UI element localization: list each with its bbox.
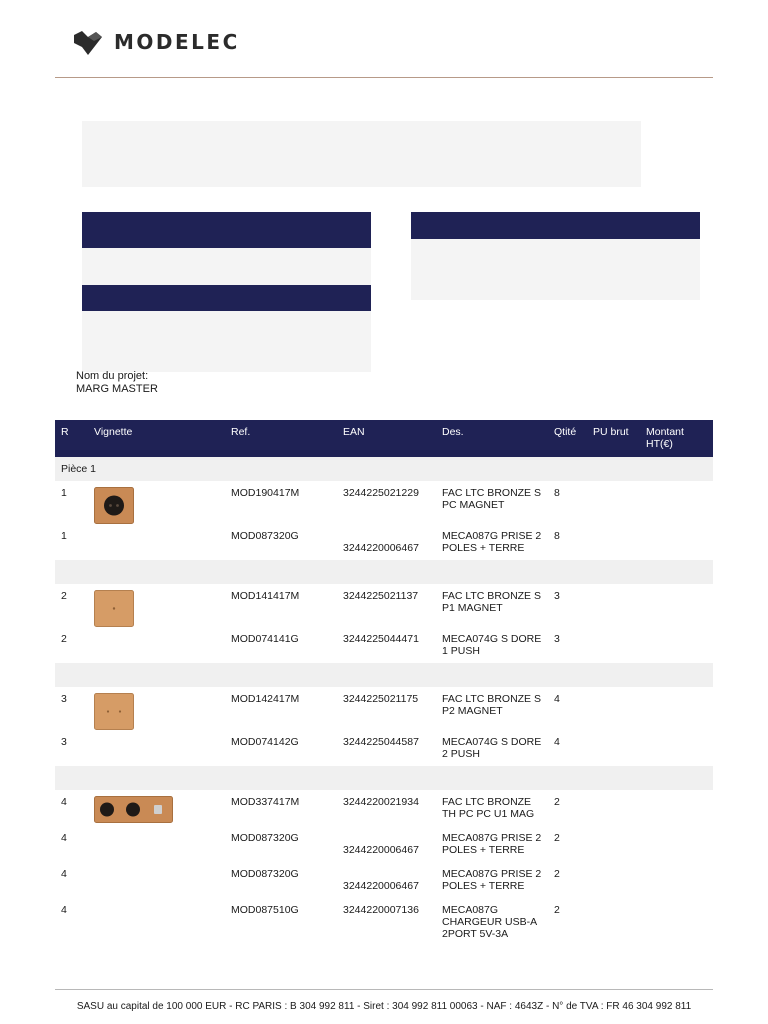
ean-cell: 3244220021934 [343,796,419,808]
socket-faceplate-thumbnail [94,487,134,524]
pu-brut-cell [587,790,640,826]
legal-footer: SASU au capital de 100 000 EUR - RC PARIS : B 304 992 811 - Siret : 304 992 811 00063 - NAF : 4643Z - N° de TVA : FR 46 304 992 811 [76,1001,692,1012]
col-header-des: Des. [436,420,548,457]
thumbnail-cell [88,627,225,663]
row-number: 4 [61,832,67,844]
pu-brut-cell [587,524,640,560]
pu-brut-cell [587,826,640,862]
ean-cell: 3244220007136 [343,904,419,916]
row-number: 2 [61,590,67,602]
pu-brut-cell [587,687,640,730]
ref-cell: MOD087320G [231,832,299,844]
modelec-logo-icon [74,29,102,55]
ean-cell: 3244225044587 [343,736,419,748]
pu-brut-cell [587,481,640,524]
thumbnail-cell [88,687,225,730]
thumbnail-cell [88,862,225,898]
single-push-faceplate-thumbnail [94,590,134,627]
pu-brut-cell [587,862,640,898]
ean-cell: 3244220006467 [343,844,419,856]
row-number: 3 [61,736,67,748]
qty-cell: 8 [554,487,560,499]
table-row [55,481,713,524]
thumbnail-cell [88,826,225,862]
col-header-vignette: Vignette [88,420,225,457]
project-name: MARG MASTER [76,383,158,395]
group-label: Pièce 1 [55,457,713,481]
montant-cell [640,862,713,898]
qty-cell: 2 [554,904,560,916]
ean-cell: 3244220006467 [343,542,419,554]
triple-faceplate-thumbnail [94,796,173,823]
group-separator-row [55,560,713,584]
pu-brut-cell [587,730,640,766]
group-separator-row [55,663,713,687]
ref-cell: MOD141417M [231,590,300,602]
right-panel-body [411,239,700,300]
qty-cell: 4 [554,736,560,748]
ean-cell: 3244225021175 [343,693,419,705]
row-number: 4 [61,796,67,808]
row-number: 4 [61,904,67,916]
row-number: 2 [61,633,67,645]
designation-cell: MECA087G PRISE 2 POLES + TERRE [442,832,542,856]
ref-cell: MOD074141G [231,633,299,645]
left-panel-header-1 [82,212,371,248]
thumbnail-cell [88,524,225,560]
thumbnail-cell [88,790,225,826]
table-row [55,627,713,663]
designation-cell: FAC LTC BRONZE S PC MAGNET [442,487,541,511]
project-label: Nom du projet: [76,370,149,382]
designation-cell: MECA087G CHARGEUR USB-A 2PORT 5V-3A [442,904,537,940]
col-header-ean: EAN [337,420,436,457]
pu-brut-cell [587,627,640,663]
group-separator-row [55,457,713,481]
designation-cell: MECA087G PRISE 2 POLES + TERRE [442,868,542,892]
table-row [55,790,713,826]
montant-cell [640,790,713,826]
items-table [55,420,713,940]
ean-cell: 3244225021137 [343,590,419,602]
ref-cell: MOD087320G [231,868,299,880]
qty-cell: 2 [554,832,560,844]
qty-cell: 3 [554,633,560,645]
montant-cell [640,524,713,560]
ref-cell: MOD337417M [231,796,300,808]
montant-cell [640,898,713,940]
row-number: 4 [61,868,67,880]
pu-brut-cell [587,898,640,940]
pu-brut-cell [587,584,640,627]
col-header-qty: Qtité [548,420,587,457]
montant-cell [640,627,713,663]
montant-cell [640,730,713,766]
thumbnail-cell [88,584,225,627]
left-panel-body-1 [82,248,371,285]
table-row [55,898,713,940]
designation-cell: FAC LTC BRONZE TH PC PC U1 MAG [442,796,535,820]
table-header-row [55,420,713,457]
montant-cell [640,481,713,524]
row-number: 1 [61,487,67,499]
thumbnail-cell [88,481,225,524]
double-push-faceplate-thumbnail [94,693,134,730]
modelec-logo [74,29,240,55]
col-header-r: R [55,420,88,457]
ean-cell: 3244225021229 [343,487,419,499]
thumbnail-cell [88,898,225,940]
left-panel-header-2 [82,285,371,311]
group-separator-row [55,766,713,790]
row-number: 1 [61,530,67,542]
table-row [55,730,713,766]
montant-cell [640,584,713,627]
right-panel-header [411,212,700,239]
ref-cell: MOD190417M [231,487,300,499]
qty-cell: 3 [554,590,560,602]
table-row [55,826,713,862]
montant-cell [640,826,713,862]
designation-cell: MECA074G S DORE 2 PUSH [442,736,542,760]
qty-cell: 2 [554,796,560,808]
qty-cell: 8 [554,530,560,542]
col-header-pu-brut: PU brut [587,420,640,457]
montant-cell [640,687,713,730]
left-panel-body-2 [82,311,371,372]
designation-cell: FAC LTC BRONZE S P2 MAGNET [442,693,541,717]
table-row [55,524,713,560]
ean-cell: 3244220006467 [343,880,419,892]
ean-cell: 3244225044471 [343,633,419,645]
header-divider [55,77,713,78]
qty-cell: 2 [554,868,560,880]
ref-cell: MOD074142G [231,736,299,748]
designation-cell: MECA087G PRISE 2 POLES + TERRE [442,530,542,554]
project-block [76,370,158,396]
table-row [55,687,713,730]
qty-cell: 4 [554,693,560,705]
thumbnail-cell [88,730,225,766]
row-number: 3 [61,693,67,705]
col-header-montant: Montant HT(€) [640,420,713,457]
table-row [55,862,713,898]
brand-name: MODELEC [114,30,240,54]
ref-cell: MOD087320G [231,530,299,542]
ref-cell: MOD087510G [231,904,299,916]
ref-cell: MOD142417M [231,693,300,705]
designation-cell: FAC LTC BRONZE S P1 MAGNET [442,590,541,614]
table-row [55,584,713,627]
footer-divider [55,989,713,990]
col-header-ref: Ref. [225,420,337,457]
info-panel-top [82,121,641,187]
designation-cell: MECA074G S DORE 1 PUSH [442,633,542,657]
